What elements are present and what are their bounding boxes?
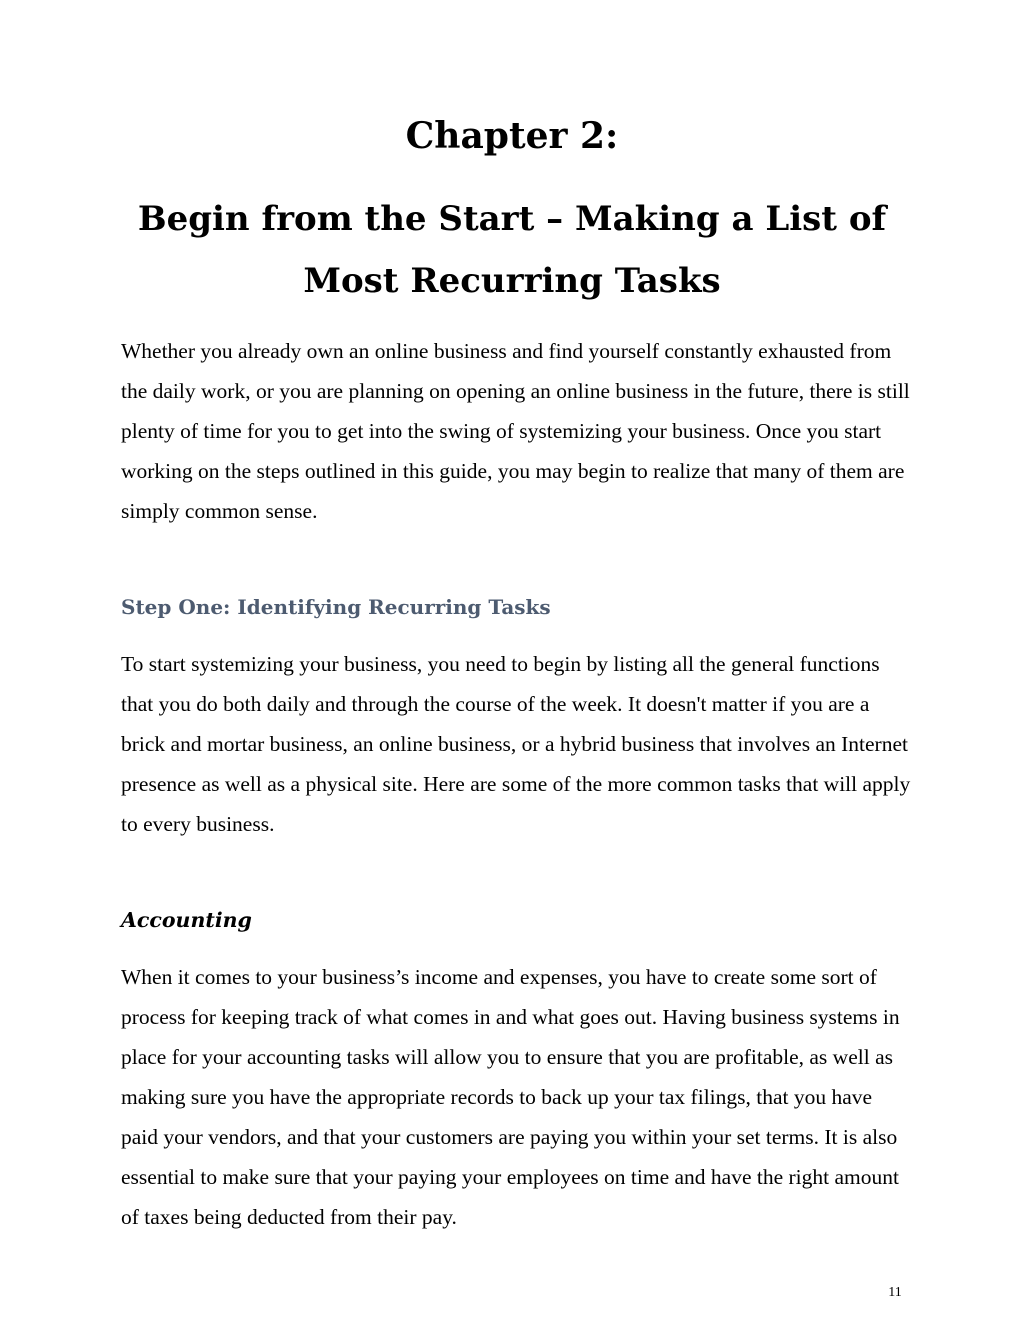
page-number: 11: [888, 1285, 902, 1300]
intro-paragraph: Whether you already own an online business and find yourself constantly exhausted from the daily work, or you are planning on opening an online business in the future, there is still plenty of time for you to get into the swing of systemizing your business. Once you start working on the steps outlined in this guide, you may begin to realize that many of them are simply common sense.: [121, 339, 910, 523]
chapter-subtitle: Begin from the Start – Making a List of Most Recurring Tasks: [137, 199, 887, 301]
step-one-paragraph: To start systemizing your business, you need to begin by listing all the general functions that you do both daily and through the course of the week. It doesn't matter if you are a brick and mortar business, an online business, or a hybrid business that involves an Internet presence as well as a physical site. Here are some of the more common tasks that will apply to every business.: [121, 652, 911, 836]
chapter-title: Chapter 2:: [405, 115, 619, 157]
accounting-paragraph: When it comes to your business’s income and expenses, you have to create some sort of process for keeping track of what comes in and what goes out. Having business systems in place for your accounting tasks will allow you to ensure that you are profitable, as well as making sure you have the appropriate records to back up your tax filings, that you have paid your vendors, and that your customers are paying you within your set terms. It is also essential to make sure that your paying your employees on time and have the right amount of taxes being deducted from their pay.: [121, 965, 900, 1229]
step-one-heading: Step One: Identifying Recurring Tasks: [121, 595, 551, 619]
accounting-heading: Accounting: [121, 908, 252, 932]
